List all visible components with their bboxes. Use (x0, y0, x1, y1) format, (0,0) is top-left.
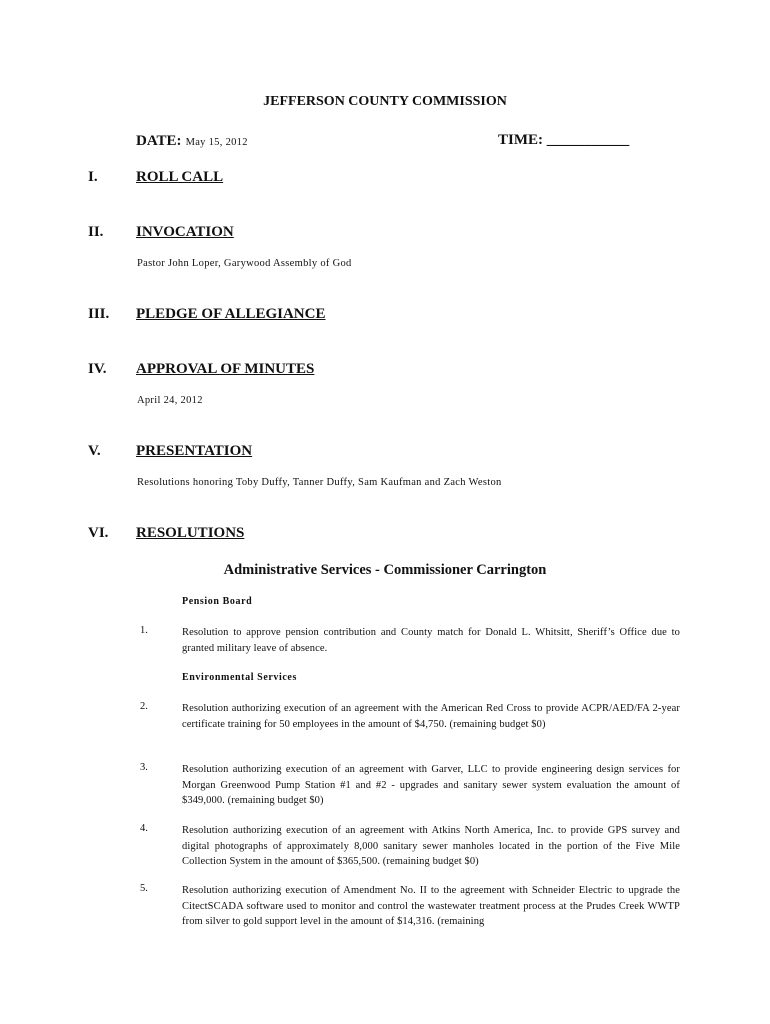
item-number: 2. (140, 701, 148, 712)
item-number: 5. (140, 883, 148, 894)
section-numeral: V. (88, 443, 101, 459)
category-pension-board: Pension Board (182, 596, 253, 607)
section-heading-invocation: INVOCATION (136, 224, 234, 240)
invocation-text: Pastor John Loper, Garywood Assembly of God (137, 258, 352, 269)
item-number: 4. (140, 823, 148, 834)
resolution-item-text: Resolution authorizing execution of an agreement with the American Red Cross to provide ACPR/AED/FA 2-year certificate training for 50 employees in the amount of $4,750. (remaining budget $0) (182, 703, 680, 730)
date-label: DATE: (136, 133, 182, 149)
date-line (136, 132, 248, 150)
item-number: 3. (140, 762, 148, 773)
minutes-date-text: April 24, 2012 (137, 395, 203, 406)
presentation-text: Resolutions honoring Toby Duffy, Tanner Duffy, Sam Kaufman and Zach Weston (137, 477, 502, 488)
section-heading-approval-of-minutes: APPROVAL OF MINUTES (136, 361, 315, 377)
document-title: JEFFERSON COUNTY COMMISSION (263, 94, 507, 109)
item-number: 1. (140, 625, 148, 636)
category-environmental-services: Environmental Services (182, 672, 297, 683)
resolution-item-text: Resolution to approve pension contribution and County match for Donald L. Whitsitt, Sheriff’s Office due to granted military leave of absence. (182, 627, 680, 654)
time-label: TIME: ___________ (498, 132, 630, 148)
section-numeral: II. (88, 224, 104, 240)
section-numeral: I. (88, 169, 98, 185)
resolution-item-text: Resolution authorizing execution of Amendment No. II to the agreement with Schneider Electric to upgrade the CitectSCADA software used to monitor and control the wastewater treatment process at the Prudes Creek WWTP from silver to gold support level in the amount of $14,316. (remaining (182, 885, 680, 927)
section-numeral: IV. (88, 361, 107, 377)
date-value: May 15, 2012 (185, 137, 248, 148)
resolution-item-text: Resolution authorizing execution of an agreement with Atkins North America, Inc. to provide GPS survey and digital photographs of approximately 8,000 sanitary sewer manholes located in the portion of the Five Mile Collection System in the amount of $365,500. (remaining budget $0) (182, 825, 680, 867)
section-heading-presentation: PRESENTATION (136, 443, 253, 459)
resolution-item-text: Resolution authorizing execution of an agreement with Garver, LLC to provide engineering design services for Morgan Greenwood Pump Station #1 and #2 - upgrades and sanitary sewer system evaluation the amount of $349,000. (remaining budget $0) (182, 764, 680, 806)
section-heading-pledge: PLEDGE OF ALLEGIANCE (136, 306, 326, 322)
section-numeral: VI. (88, 525, 109, 541)
section-numeral: III. (88, 306, 110, 322)
section-heading-roll-call: ROLL CALL (136, 169, 224, 185)
section-heading-resolutions: RESOLUTIONS (136, 525, 245, 541)
resolutions-subtitle: Administrative Services - Commissioner Carrington (223, 562, 547, 578)
